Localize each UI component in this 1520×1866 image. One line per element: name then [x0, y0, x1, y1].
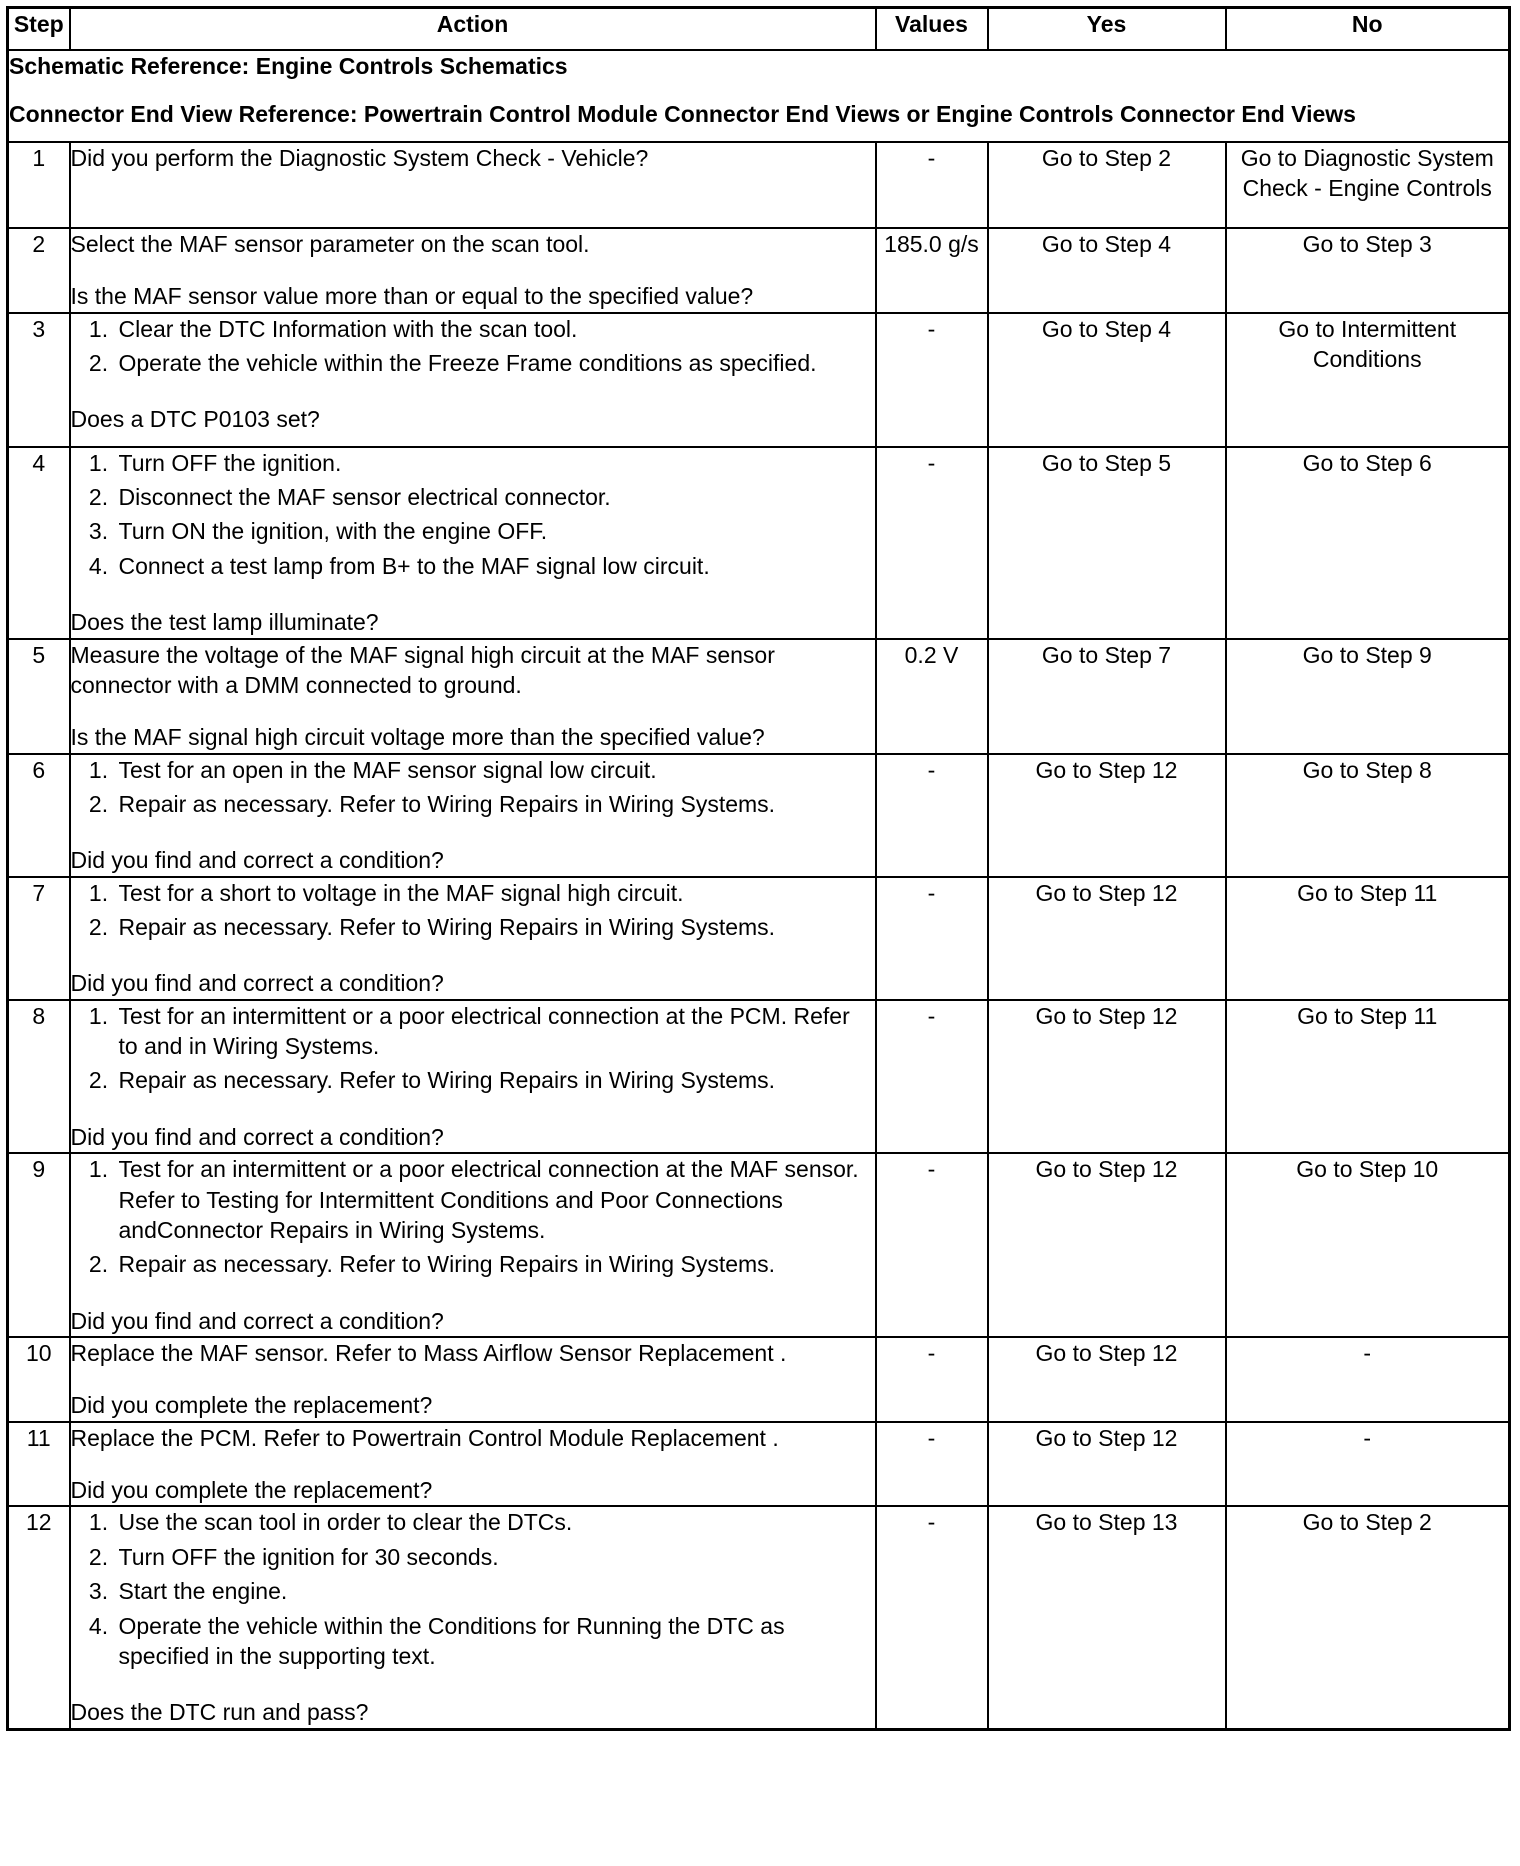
- action-text: Replace the MAF sensor. Refer to Mass Airflow Sensor Replacement .: [70, 1339, 787, 1366]
- step-value: -: [876, 754, 988, 877]
- action-text: Measure the voltage of the MAF signal high circuit at the MAF sensor connector with a DMM connected to ground.: [70, 641, 775, 698]
- step-yes: Go to Step 12: [988, 1337, 1226, 1422]
- step-value: -: [876, 447, 988, 639]
- table-row: [8, 228, 1510, 313]
- action-list-item: 1. Clear the DTC Information with the scan tool.: [115, 314, 875, 344]
- step-yes: Go to Step 4: [988, 228, 1226, 313]
- step-action: [70, 639, 876, 754]
- action-list-item: 2. Operate the vehicle within the Freeze Frame conditions as specified.: [115, 348, 875, 378]
- step-value: -: [876, 313, 988, 447]
- action-list-item: 1. Test for an intermittent or a poor electrical connection at the MAF sensor. Refer to Testing for Intermittent Conditions and Poor Connections andConnector Repairs in Wiring Systems.: [115, 1154, 875, 1245]
- table-row: [8, 1337, 1510, 1422]
- header-values: Values: [876, 8, 988, 51]
- action-list: [71, 1001, 875, 1096]
- action-list: [71, 1154, 875, 1279]
- step-action: [70, 447, 876, 639]
- action-list-item: 1. Test for an intermittent or a poor electrical connection at the PCM. Refer to and in Wiring Systems.: [115, 1001, 875, 1062]
- step-yes: Go to Step 12: [988, 1422, 1226, 1507]
- step-value: 185.0 g/s: [876, 228, 988, 313]
- step-number: 3: [8, 313, 70, 447]
- action-list: [71, 1507, 875, 1671]
- action-list-item: 2. Repair as necessary. Refer to Wiring Repairs in Wiring Systems.: [115, 1249, 875, 1279]
- action-list-item: 1. Test for an open in the MAF sensor signal low circuit.: [115, 755, 875, 785]
- step-no: Go to Intermittent Conditions: [1226, 313, 1510, 447]
- table-row: [8, 1000, 1510, 1153]
- step-no: Go to Step 10: [1226, 1153, 1510, 1337]
- step-number: 9: [8, 1153, 70, 1337]
- step-yes: Go to Step 12: [988, 754, 1226, 877]
- header-action: Action: [70, 8, 876, 51]
- action-list-item: 3. Start the engine.: [115, 1576, 875, 1606]
- reference-cell: [8, 50, 1510, 142]
- step-number: 11: [8, 1422, 70, 1507]
- step-action: [70, 313, 876, 447]
- action-list: [71, 878, 875, 943]
- step-yes: Go to Step 5: [988, 447, 1226, 639]
- step-action: [70, 1000, 876, 1153]
- action-question: Does the test lamp illuminate?: [70, 609, 379, 636]
- action-text: Replace the PCM. Refer to Powertrain Control Module Replacement .: [70, 1424, 779, 1451]
- step-value: -: [876, 1506, 988, 1729]
- action-question: Did you find and correct a condition?: [70, 847, 444, 874]
- action-question: Did you complete the replacement?: [70, 1392, 433, 1419]
- action-question: Does the DTC run and pass?: [70, 1699, 369, 1726]
- step-no: -: [1226, 1422, 1510, 1507]
- step-no: Go to Step 6: [1226, 447, 1510, 639]
- table-row: [8, 639, 1510, 754]
- action-text: Select the MAF sensor parameter on the scan tool.: [70, 231, 590, 257]
- step-action: [70, 1422, 876, 1507]
- action-list-item: 1. Turn OFF the ignition.: [115, 448, 875, 478]
- step-number: 2: [8, 228, 70, 313]
- table-row: [8, 1422, 1510, 1507]
- header-step: Step: [8, 8, 70, 51]
- action-list-item: 1. Use the scan tool in order to clear the DTCs.: [115, 1507, 875, 1537]
- action-list-item: 4. Connect a test lamp from B+ to the MAF signal low circuit.: [115, 551, 875, 581]
- action-question: Did you find and correct a condition?: [70, 970, 444, 997]
- action-question: Is the MAF sensor value more than or equal to the specified value?: [70, 283, 754, 310]
- step-no: Go to Step 9: [1226, 639, 1510, 754]
- step-yes: Go to Step 2: [988, 142, 1226, 228]
- step-no: Go to Step 2: [1226, 1506, 1510, 1729]
- diagnostic-table: [6, 6, 1511, 1731]
- reference-row: [8, 50, 1510, 142]
- step-value: -: [876, 1422, 988, 1507]
- action-question: Did you complete the replacement?: [70, 1477, 433, 1504]
- action-question: Does a DTC P0103 set?: [70, 406, 320, 433]
- header-yes: Yes: [988, 8, 1226, 51]
- step-yes: Go to Step 12: [988, 1153, 1226, 1337]
- action-list-item: 2. Repair as necessary. Refer to Wiring Repairs in Wiring Systems.: [115, 912, 875, 942]
- action-list-item: 2. Disconnect the MAF sensor electrical connector.: [115, 482, 875, 512]
- step-no: -: [1226, 1337, 1510, 1422]
- action-text: Did you perform the Diagnostic System Check - Vehicle?: [70, 145, 649, 171]
- step-yes: Go to Step 7: [988, 639, 1226, 754]
- action-list-item: 2. Turn OFF the ignition for 30 seconds.: [115, 1542, 875, 1572]
- table-row: [8, 313, 1510, 447]
- action-question: Did you find and correct a condition?: [70, 1123, 444, 1150]
- step-action: [70, 754, 876, 877]
- action-list-item: 1. Test for a short to voltage in the MAF signal high circuit.: [115, 878, 875, 908]
- step-number: 6: [8, 754, 70, 877]
- step-action: [70, 1337, 876, 1422]
- table-row: [8, 754, 1510, 877]
- step-action: [70, 877, 876, 1000]
- table-row: [8, 447, 1510, 639]
- step-yes: Go to Step 13: [988, 1506, 1226, 1729]
- step-value: 0.2 V: [876, 639, 988, 754]
- step-number: 1: [8, 142, 70, 228]
- action-list-item: 2. Repair as necessary. Refer to Wiring Repairs in Wiring Systems.: [115, 1065, 875, 1095]
- action-list-item: 2. Repair as necessary. Refer to Wiring Repairs in Wiring Systems.: [115, 789, 875, 819]
- step-yes: Go to Step 12: [988, 1000, 1226, 1153]
- action-list: [71, 314, 875, 379]
- step-yes: Go to Step 4: [988, 313, 1226, 447]
- action-list-item: 3. Turn ON the ignition, with the engine OFF.: [115, 516, 875, 546]
- table-row: [8, 1153, 1510, 1337]
- step-number: 7: [8, 877, 70, 1000]
- step-yes: Go to Step 12: [988, 877, 1226, 1000]
- schematic-reference: Schematic Reference: Engine Controls Schematics: [9, 53, 568, 79]
- connector-reference: Connector End View Reference: Powertrain Control Module Connector End Views or Engine Controls Connector End Views: [9, 101, 1356, 127]
- step-action: [70, 228, 876, 313]
- action-question: Is the MAF signal high circuit voltage more than the specified value?: [70, 724, 765, 751]
- action-list: [71, 448, 875, 581]
- step-value: -: [876, 877, 988, 1000]
- action-question: Did you find and correct a condition?: [70, 1307, 444, 1334]
- table-row: [8, 142, 1510, 228]
- action-list-item: 4. Operate the vehicle within the Conditions for Running the DTC as specified in the supporting text.: [115, 1611, 875, 1672]
- step-value: -: [876, 142, 988, 228]
- step-value: -: [876, 1000, 988, 1153]
- step-number: 4: [8, 447, 70, 639]
- step-no: Go to Step 11: [1226, 1000, 1510, 1153]
- step-number: 8: [8, 1000, 70, 1153]
- step-number: 10: [8, 1337, 70, 1422]
- header-row: [8, 8, 1510, 51]
- step-action: [70, 1153, 876, 1337]
- step-no: Go to Diagnostic System Check - Engine Controls: [1226, 142, 1510, 228]
- table-row: [8, 877, 1510, 1000]
- table-row: [8, 1506, 1510, 1729]
- step-action: [70, 1506, 876, 1729]
- action-list: [71, 755, 875, 820]
- header-no: No: [1226, 8, 1510, 51]
- step-value: -: [876, 1337, 988, 1422]
- step-action: [70, 142, 876, 228]
- step-no: Go to Step 3: [1226, 228, 1510, 313]
- step-number: 12: [8, 1506, 70, 1729]
- step-no: Go to Step 8: [1226, 754, 1510, 877]
- step-value: -: [876, 1153, 988, 1337]
- step-no: Go to Step 11: [1226, 877, 1510, 1000]
- step-number: 5: [8, 639, 70, 754]
